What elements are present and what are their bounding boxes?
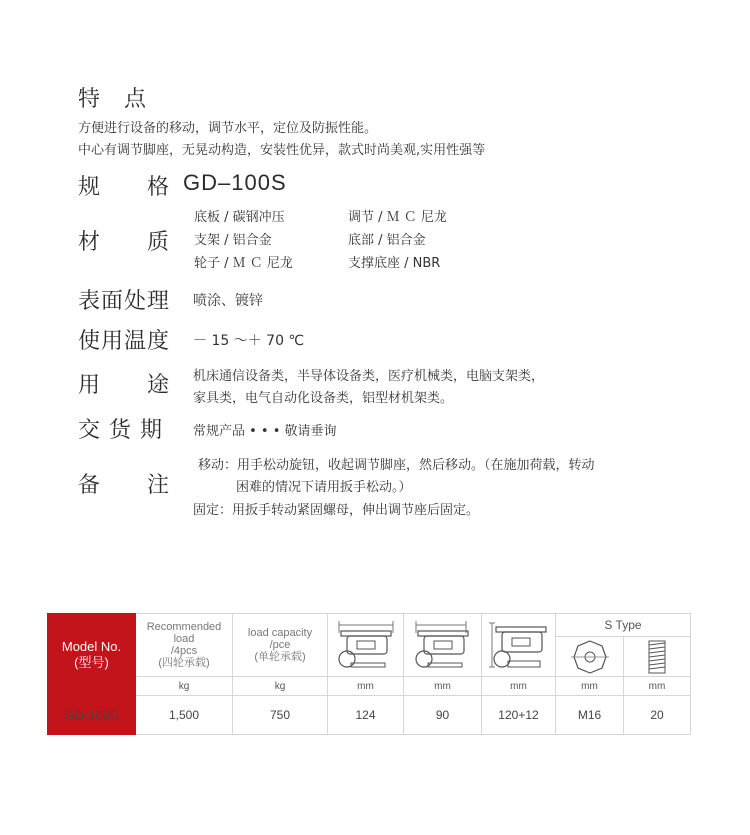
nut-icon <box>571 639 609 675</box>
recommended-load-value: 1,500 <box>136 696 233 735</box>
features-title: 特 点 <box>78 87 148 112</box>
features-line-1: 方便进行设备的移动，调节水平，定位及防振性能。 <box>78 121 378 136</box>
remarks-line-3: 固定：用扳手转动紧固螺母，伸出调节座后固定。 <box>193 503 480 518</box>
material-item-5: 轮子 / Ｍ Ｃ 尼龙 <box>194 256 293 271</box>
dim-b-header <box>404 614 482 677</box>
surface-value: 喷涂、镀锌 <box>193 293 263 309</box>
load-capacity-value: 750 <box>233 696 328 735</box>
recommended-load-cn: (四轮承载) <box>158 657 210 669</box>
recommended-load-header <box>136 614 233 677</box>
model-header-cell <box>48 614 136 696</box>
unit-cell: mm <box>328 677 404 696</box>
unit-cell: mm <box>404 677 482 696</box>
unit-cell: mm <box>482 677 556 696</box>
caster-width-icon <box>335 619 397 671</box>
remarks-line-2: 困难的情况下请用扳手松动。） <box>236 480 412 495</box>
dim-b-value: 90 <box>404 696 482 735</box>
load-capacity-en: load capacity <box>247 627 313 639</box>
material-item-2: 调节 / Ｍ Ｃ 尼龙 <box>348 210 447 225</box>
caster-height-icon <box>412 619 474 671</box>
unit-cell: kg <box>233 677 328 696</box>
usage-label: 用 途 <box>78 373 171 398</box>
model-header-cn: (型号) <box>74 654 109 670</box>
delivery-value: 常规产品 • • • 敬请垂询 <box>193 424 337 439</box>
model-header-en: Model No. <box>61 638 122 654</box>
remarks-line-1: 移动：用手松动旋钮，收起调节脚座，然后移动。（在施加荷载，转动 <box>198 458 595 473</box>
temperature-value: － 15 ～＋ 70 ℃ <box>193 333 305 349</box>
material-label: 材 质 <box>78 230 171 255</box>
unit-cell: mm <box>556 677 624 696</box>
recommended-load-en: Recommended load <box>146 621 222 645</box>
spec-value: GD–100S <box>183 170 287 195</box>
dim-c-value: 120+12 <box>482 696 556 735</box>
spec-label: 规 格 <box>78 175 171 200</box>
s-type-label: S Type <box>604 618 642 632</box>
delivery-label: 交 货 期 <box>78 418 163 443</box>
unit-cell: mm <box>624 677 691 696</box>
dim-a-header <box>328 614 404 677</box>
load-capacity-header <box>233 614 328 677</box>
usage-line-1: 机床通信设备类，半导体设备类，医疗机械类，电脑支架类， <box>193 369 545 384</box>
surface-label: 表面处理 <box>78 289 171 314</box>
thread-value: M16 <box>556 696 624 735</box>
recommended-load-per: /4pcs <box>170 645 198 657</box>
usage-line-2: 家具类，电气自动化设备类，铝型材机架类。 <box>193 391 454 406</box>
spec-table <box>47 613 690 733</box>
unit-cell: kg <box>136 677 233 696</box>
thread-length-value: 20 <box>624 696 691 735</box>
load-capacity-cn: (单轮承载) <box>254 651 306 663</box>
features-line-2: 中心有调节脚座，无晃动构造，安装性优异，款式时尚美观,实用性强等 <box>78 143 486 158</box>
model-value: GD-100S <box>48 696 136 735</box>
material-item-6: 支撑底座 / NBR <box>348 256 441 271</box>
s-type-header <box>556 614 691 677</box>
material-item-3: 支架 / 铝合金 <box>194 233 272 248</box>
thread-icon <box>643 639 671 675</box>
caster-adjust-icon <box>488 619 550 671</box>
load-capacity-per: /pce <box>269 639 291 651</box>
material-item-4: 底部 / 铝合金 <box>348 233 426 248</box>
material-item-1: 底板 / 碳钢冲压 <box>194 210 285 225</box>
temperature-label: 使用温度 <box>78 329 171 354</box>
dim-a-value: 124 <box>328 696 404 735</box>
dim-c-header <box>482 614 556 677</box>
remarks-label: 备 注 <box>78 473 171 498</box>
